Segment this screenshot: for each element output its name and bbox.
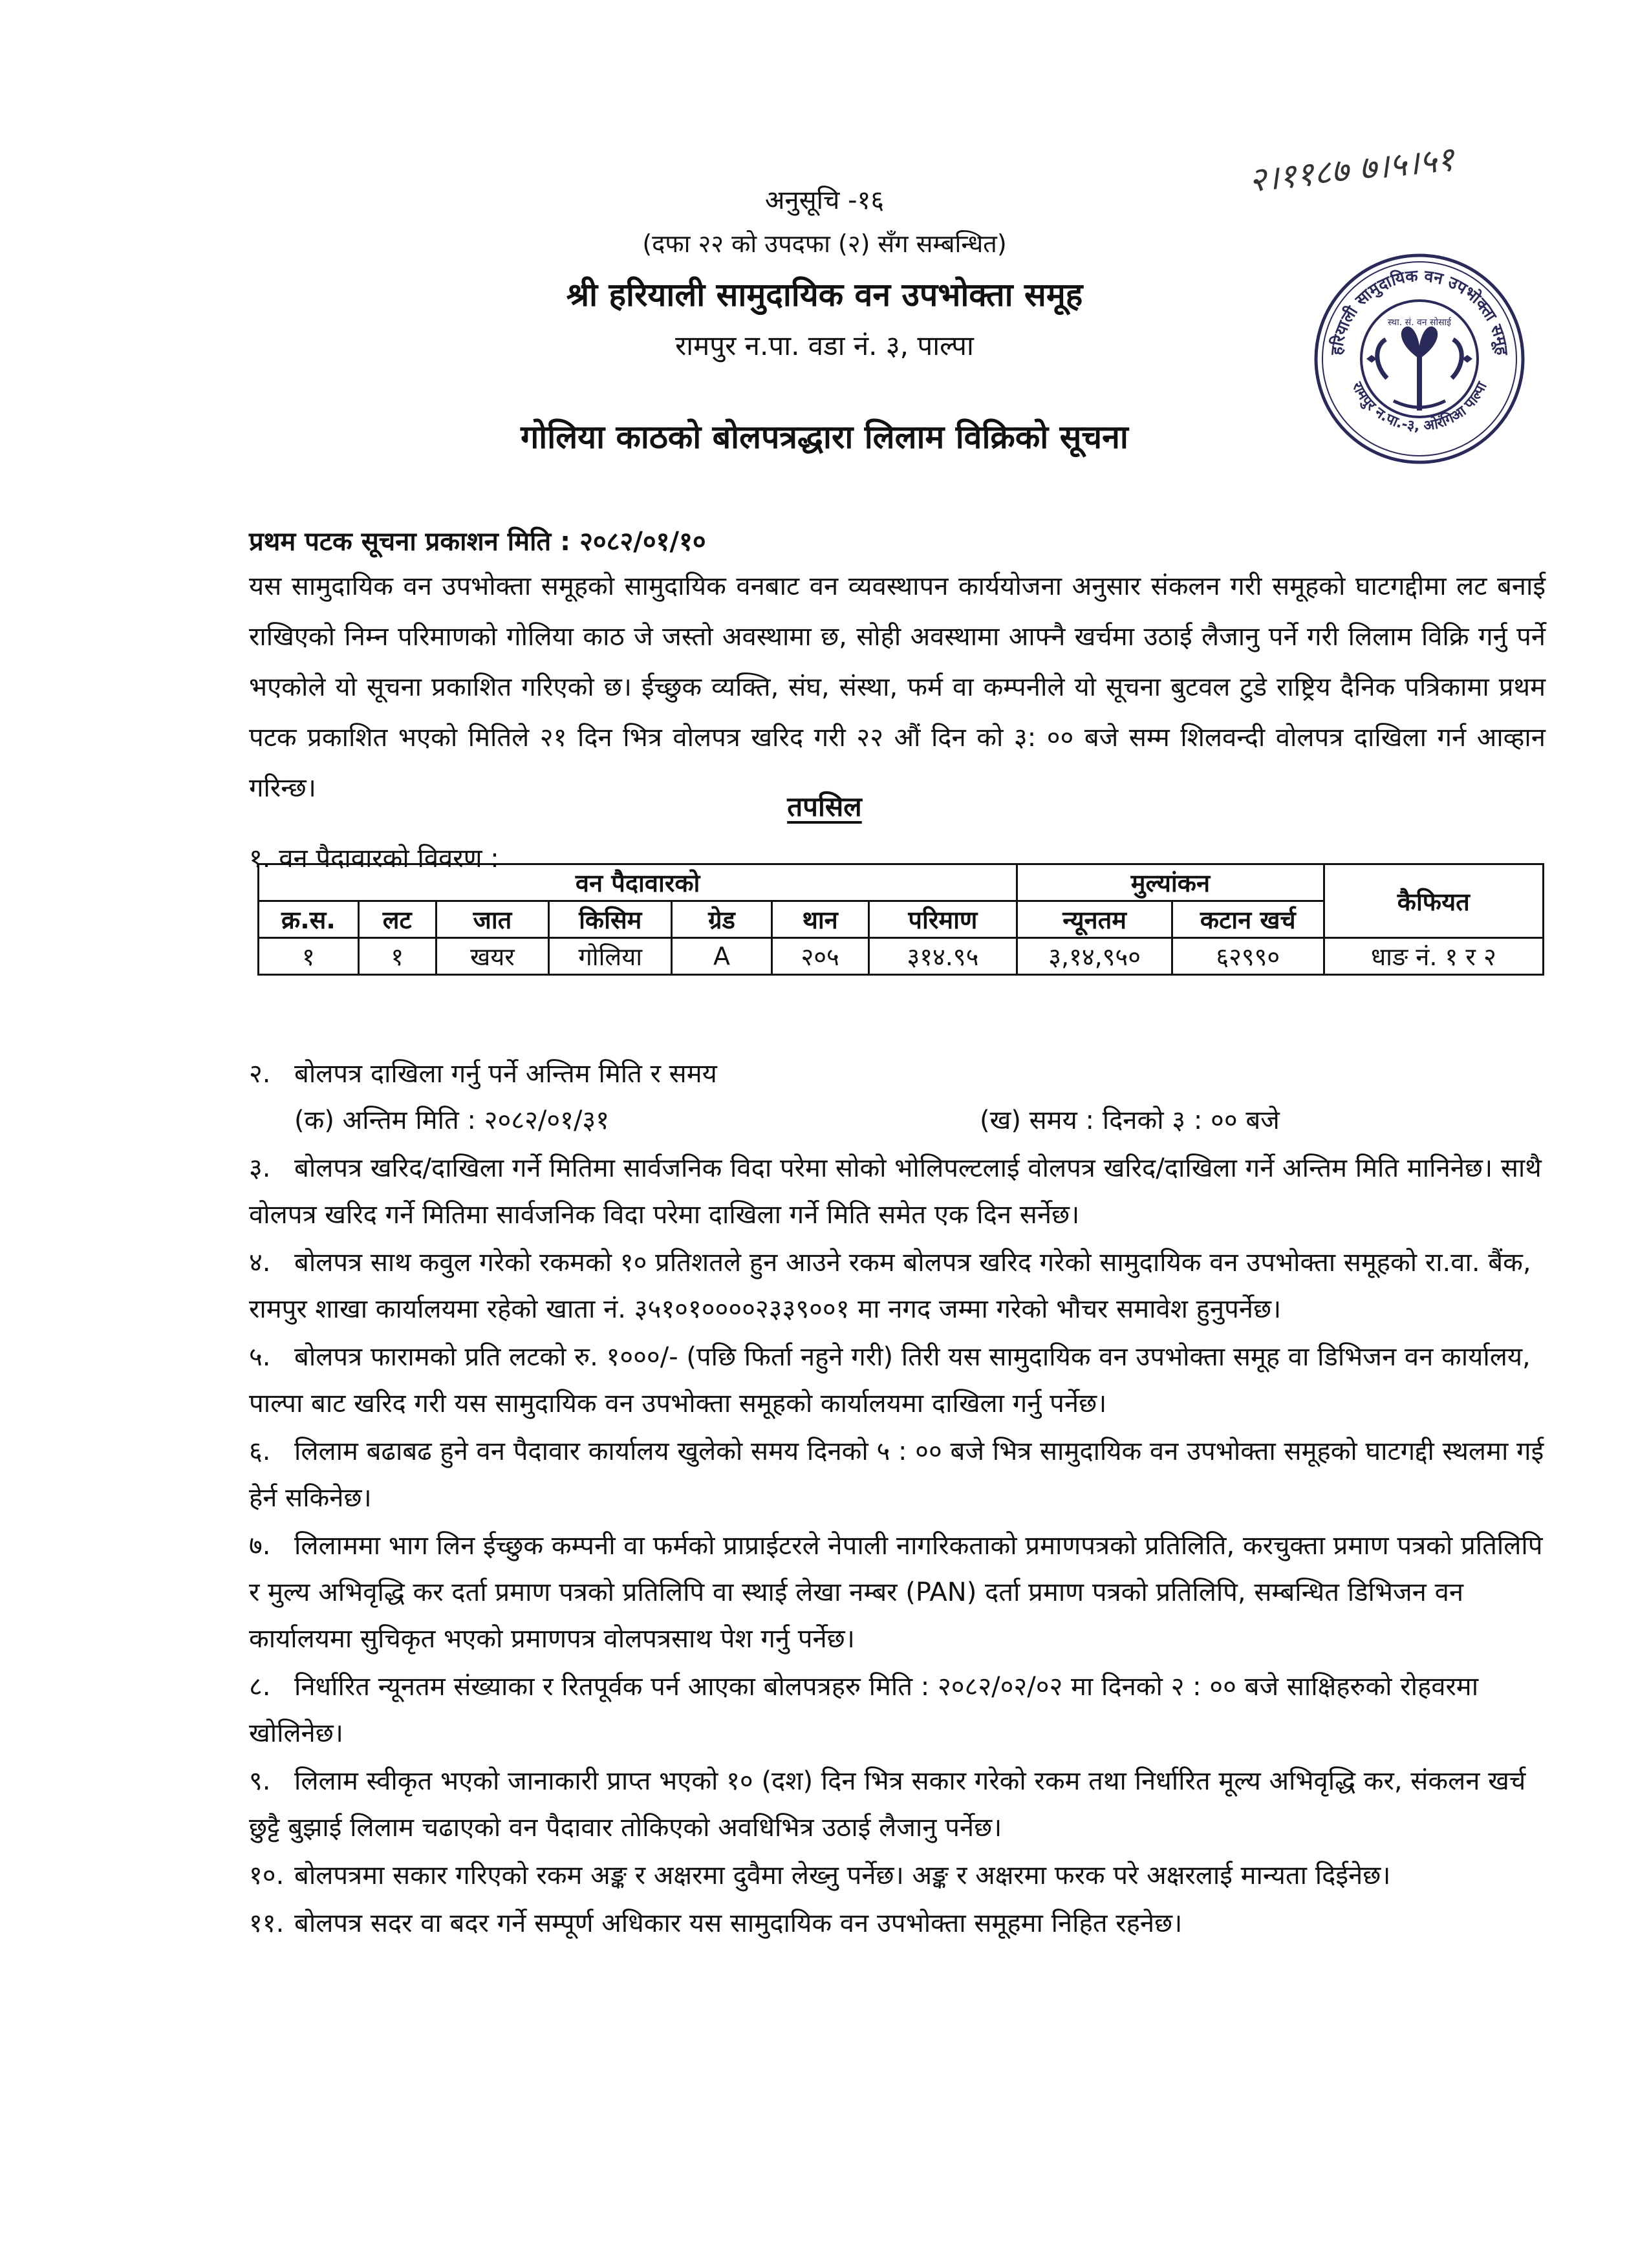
item-number: ७. bbox=[249, 1531, 271, 1561]
list-item bbox=[249, 1145, 1546, 1238]
table-cell: गोलिया bbox=[549, 938, 672, 975]
item-number: ४. bbox=[249, 1248, 271, 1278]
column-header: ग्रेड bbox=[672, 901, 772, 938]
group-header-forest-product: वन पैदावारको bbox=[259, 864, 1017, 901]
table-cell: खयर bbox=[436, 938, 549, 975]
deadline-details bbox=[249, 1097, 1546, 1144]
item-number: ८. bbox=[249, 1672, 271, 1702]
item-text: लिलाममा भाग लिन ईच्छुक कम्पनी वा फर्मको प्राप्राईटरले नेपाली नागरिकताको प्रमाणपत्रको प्रतिलिति, करचुक्ता प्रमाण पत्रको प्रतिलिपि र मुल्य अभिवृद्धि कर दर्ता प्रमाण पत्रको प्रतिलिपि वा स्थाई लेखा नम्बर (PAN) दर्ता प्रमाण पत्रको प्रतिलिपि, सम्बन्धित डिभिजन वन कार्यालयमा सुचिकृत भएको प्रमाणपत्र वोलपत्रसाथ पेश गर्नु पर्नेछ। bbox=[249, 1531, 1543, 1654]
item-text: लिलाम बढाबढ हुने वन पैदावार कार्यालय खुलेको समय दिनको ५ : ०० बजे भित्र सामुदायिक वन उपभोक्ता समूहको घाटगद्दी स्थलमा गई हेर्न सकिनेछ। bbox=[249, 1437, 1544, 1513]
group-header-valuation: मुल्यांकन bbox=[1017, 864, 1324, 901]
seal-ring-text-top: हरियाली सामुदायिक वन उपभोक्ता समूह bbox=[1327, 266, 1512, 356]
item-number: ६. bbox=[249, 1437, 271, 1466]
table-cell: ६२९९० bbox=[1172, 938, 1324, 975]
conditions-list bbox=[249, 1051, 1546, 1948]
deadline-date: (क) अन्तिम मिति : २०८२/०१/३१ bbox=[294, 1106, 610, 1135]
annex-label: अनुसूचि -१६ bbox=[764, 186, 885, 215]
column-header: जात bbox=[436, 901, 549, 938]
organization-seal-icon bbox=[1310, 249, 1529, 469]
item-text: लिलाम स्वीकृत भएको जानाकारी प्राप्त भएको १० (दश) दिन भित्र सकार गरेको रकम तथा निर्धारित मूल्य अभिवृद्धि कर, संकलन खर्च छुट्टै बुझाई लिलाम चढाएको वन पैदावार तोकिएको अवधिभित्र उठाई लैजानु पर्नेछ। bbox=[249, 1766, 1526, 1843]
table-cell: ३१४.९५ bbox=[868, 938, 1017, 975]
column-header: न्यूनतम bbox=[1017, 901, 1172, 938]
list-item bbox=[249, 1239, 1546, 1332]
list-item bbox=[249, 1523, 1546, 1662]
table-group-header-row bbox=[259, 864, 1544, 901]
item-number: ५. bbox=[249, 1342, 271, 1372]
notice-title: गोलिया काठको बोलपत्रद्धारा लिलाम विक्रिको सूचना bbox=[521, 418, 1128, 456]
item-text: बोलपत्र खरिद/दाखिला गर्ने मितिमा सार्वजनिक विदा परेमा सोको भोलिपल्टलाई वोलपत्र खरिद/दाखिला गर्ने अन्तिम मिति मानिनेछ। साथै वोलपत्र खरिद गर्ने मितिमा सार्वजनिक विदा परेमा दाखिला गर्ने मिति समेत एक दिन सर्नेछ। bbox=[249, 1153, 1542, 1230]
intro-paragraph: यस सामुदायिक वन उपभोक्ता समूहको सामुदायिक वनबाट वन व्यवस्थापन कार्ययोजना अनुसार संकलन गरी समूहको घाटगद्दीमा लट बनाई राखिएको निम्न परिमाणको गोलिया काठ जे जस्तो अवस्थामा छ, सोही अवस्थामा आफ्नै खर्चमा उठाई लैजानु पर्ने गरी लिलाम विक्रि गर्नु पर्ने भएकोले यो सूचना प्रकाशित गरिएको छ। ईच्छुक व्यक्ति, संघ, संस्था, फर्म वा कम्पनीले यो सूचना बुटवल टुडे राष्ट्रिय दैनिक पत्रिकामा प्रथम पटक प्रकाशित भएको मितिले २१ दिन भित्र वोलपत्र खरिद गरी २२ औं दिन को ३: ०० बजे सम्म शिलवन्दी वोलपत्र दाखिला गर्न आव्हान गरिन्छ। bbox=[249, 572, 1546, 803]
item-text: बोलपत्र साथ कवुल गरेको रकमको १० प्रतिशतले हुन आउने रकम बोलपत्र खरिद गरेको सामुदायिक वन उपभोक्ता समूहको रा.वा. बैंक, रामपुर शाखा कार्यालयमा रहेको खाता नं. ३५१०१००००२३३९००१ मा नगद जम्मा गरेको भौचर समावेश हुनुपर्नेछ। bbox=[249, 1248, 1531, 1324]
seal-ring-text-bottom: रामपुर न.पा.-३, ओरंगिआ पाल्पा bbox=[1348, 380, 1491, 435]
table-cell: १ bbox=[358, 938, 436, 975]
list-item bbox=[249, 1051, 1546, 1144]
handwritten-note: २।११८७ ७।५।५१ bbox=[1246, 140, 1456, 200]
item-text: बोलपत्र दाखिला गर्नु पर्ने अन्तिम मिति र समय bbox=[294, 1059, 717, 1089]
section-1-label: १. वन पैदावारको विवरण : bbox=[249, 844, 499, 873]
column-header: लट bbox=[358, 901, 436, 938]
item-text: बोलपत्रमा सकार गरिएको रकम अङ्क र अक्षरमा दुवैमा लेख्नु पर्नेछ। अङ्क र अक्षरमा फरक परे अक्षरलाई मान्यता दिईनेछ। bbox=[294, 1861, 1391, 1890]
list-item bbox=[249, 1900, 1546, 1947]
list-item bbox=[249, 1758, 1546, 1851]
table-cell: A bbox=[672, 938, 772, 975]
item-number: ११. bbox=[249, 1909, 285, 1938]
list-item bbox=[249, 1852, 1546, 1899]
forest-product-table bbox=[257, 863, 1544, 976]
item-number: २. bbox=[249, 1059, 271, 1089]
table-row bbox=[259, 938, 1544, 975]
table-cell: १ bbox=[259, 938, 359, 975]
table-cell: धाङ नं. १ र २ bbox=[1324, 938, 1543, 975]
item-text: बोलपत्र फारामको प्रति लटको रु. १०००/- (पछि फिर्ता नहुने गरी) तिरी यस सामुदायिक वन उपभोक्ता समूह वा डिभिजन वन कार्यालय, पाल्पा बाट खरिद गरी यस सामुदायिक वन उपभोक्ता समूहको कार्यालयमा दाखिला गर्नु पर्नेछ। bbox=[249, 1342, 1531, 1418]
list-item bbox=[249, 1334, 1546, 1427]
item-text: निर्धारित न्यूनतम संख्याका र रितपूर्वक पर्न आएका बोलपत्रहरु मिति : २०८२/०२/०२ मा दिनको २ : ०० बजे साक्षिहरुको रोहवरमा खोलिनेछ। bbox=[249, 1672, 1479, 1748]
item-number: १०. bbox=[249, 1861, 285, 1890]
clause-reference: (दफा २२ को उपदफा (२) सँग सम्बन्धित) bbox=[642, 230, 1007, 258]
list-item bbox=[249, 1664, 1546, 1757]
column-header: कटान खर्च bbox=[1172, 901, 1324, 938]
organization-address: रामपुर न.पा. वडा नं. ३, पाल्पा bbox=[675, 330, 974, 361]
column-header: किसिम bbox=[549, 901, 672, 938]
seal-inner-text: स्था. सं. वन सोसाई bbox=[1387, 317, 1452, 328]
organization-name: श्री हरियाली सामुदायिक वन उपभोक्ता समूह bbox=[566, 276, 1083, 314]
item-number: ९. bbox=[249, 1766, 271, 1796]
deadline-time: (ख) समय : दिनको ३ : ०० बजे bbox=[980, 1106, 1280, 1135]
publication-date: प्रथम पटक सूचना प्रकाशन मिति : २०८२/०१/१० bbox=[249, 527, 706, 557]
column-header: थान bbox=[771, 901, 868, 938]
list-item bbox=[249, 1428, 1546, 1521]
item-number: ३. bbox=[249, 1153, 271, 1183]
column-header: क्र.स. bbox=[259, 901, 359, 938]
table-cell: २०५ bbox=[771, 938, 868, 975]
table-cell: ३,१४,९५० bbox=[1017, 938, 1172, 975]
column-header: परिमाण bbox=[868, 901, 1017, 938]
details-heading: तपसिल bbox=[787, 791, 862, 822]
item-text: बोलपत्र सदर वा बदर गर्ने सम्पूर्ण अधिकार यस सामुदायिक वन उपभोक्ता समूहमा निहित रहनेछ। bbox=[294, 1909, 1183, 1938]
group-header-remarks: कैफियत bbox=[1324, 864, 1543, 938]
